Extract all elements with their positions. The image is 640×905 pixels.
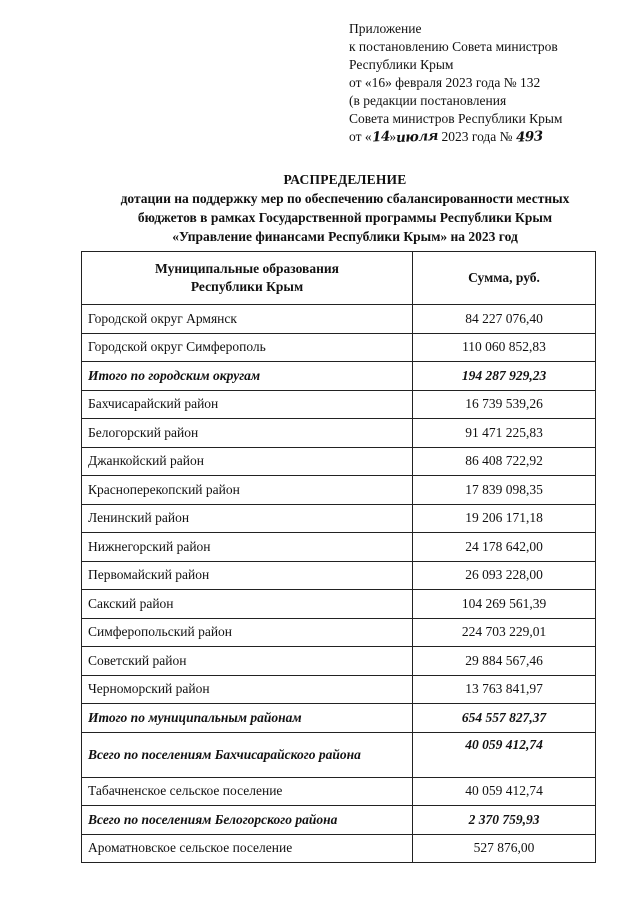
table-row: [82, 447, 596, 476]
appendix-line: (в редакции постановления: [349, 93, 507, 108]
row-name: Бахчисарайский район: [82, 390, 413, 419]
row-amount: 40 059 412,74: [413, 777, 596, 806]
row-name: Нижнегорский район: [82, 533, 413, 562]
appendix-prefix: от «: [349, 129, 372, 144]
handwritten-number: 493: [515, 128, 544, 146]
row-name: Итого по муниципальным районам: [82, 704, 413, 733]
table-row-total: [82, 732, 596, 777]
handwritten-month: июля: [395, 127, 439, 147]
table-row: [82, 618, 596, 647]
row-name: Городской округ Симферополь: [82, 333, 413, 362]
row-amount: 194 287 929,23: [413, 362, 596, 391]
row-amount: 26 093 228,00: [413, 561, 596, 590]
header-municipality: Муниципальные образования Республики Крым: [82, 252, 413, 305]
handwritten-day: 14: [371, 128, 390, 146]
appendix-header: [349, 20, 562, 146]
row-amount: 17 839 098,35: [413, 476, 596, 505]
row-amount: 91 471 225,83: [413, 419, 596, 448]
row-amount: 104 269 561,39: [413, 590, 596, 619]
row-amount: 19 206 171,18: [413, 504, 596, 533]
row-amount: 84 227 076,40: [413, 305, 596, 334]
row-name: Сакский район: [82, 590, 413, 619]
row-amount: 16 739 539,26: [413, 390, 596, 419]
header-amount: Сумма, руб.: [413, 252, 596, 305]
appendix-mid: »: [389, 129, 397, 144]
title-heading: РАСПРЕДЕЛЕНИЕ: [283, 172, 407, 187]
row-name: Ароматновское сельское поселение: [82, 834, 413, 863]
row-name: Всего по поселениям Белогорского района: [82, 806, 413, 835]
table-row: [82, 476, 596, 505]
row-name: Красноперекопский район: [82, 476, 413, 505]
table-row: [82, 533, 596, 562]
table-row: [82, 647, 596, 676]
row-name: Советский район: [82, 647, 413, 676]
title-line: «Управление финансами Республики Крым» на 2023 год: [172, 229, 518, 244]
row-amount: 224 703 229,01: [413, 618, 596, 647]
document-title: [60, 170, 630, 246]
row-name: Ленинский район: [82, 504, 413, 533]
row-amount: 110 060 852,83: [413, 333, 596, 362]
table-row-total: [82, 806, 596, 835]
row-amount: 24 178 642,00: [413, 533, 596, 562]
table-row: [82, 561, 596, 590]
table-row: [82, 419, 596, 448]
table-row-total: [82, 362, 596, 391]
row-name: Джанкойский район: [82, 447, 413, 476]
row-name: Табачненское сельское поселение: [82, 777, 413, 806]
row-amount: 29 884 567,46: [413, 647, 596, 676]
appendix-year: 2023 года №: [438, 129, 516, 144]
table-row: [82, 777, 596, 806]
row-name: Первомайский район: [82, 561, 413, 590]
row-amount: 13 763 841,97: [413, 675, 596, 704]
table-row: [82, 675, 596, 704]
row-name: Итого по городским округам: [82, 362, 413, 391]
distribution-table: [81, 251, 596, 863]
row-amount: 527 876,00: [413, 834, 596, 863]
table-row: [82, 590, 596, 619]
row-name: Всего по поселениям Бахчисарайского района: [82, 732, 413, 777]
appendix-line: Приложение: [349, 21, 422, 36]
row-amount: 2 370 759,93: [413, 806, 596, 835]
row-amount: 654 557 827,37: [413, 704, 596, 733]
row-name: Черноморский район: [82, 675, 413, 704]
row-amount: 40 059 412,74: [413, 732, 596, 777]
title-line: бюджетов в рамках Государственной программы Республики Крым: [137, 210, 553, 225]
appendix-line: к постановлению Совета министров: [349, 39, 558, 54]
title-line: дотации на поддержку мер по обеспечению сбалансированности местных: [120, 191, 570, 206]
table-row: [82, 834, 596, 863]
appendix-line: Совета министров Республики Крым: [349, 111, 563, 126]
row-name: Городской округ Армянск: [82, 305, 413, 334]
table-header-row: [82, 252, 596, 305]
row-amount: 86 408 722,92: [413, 447, 596, 476]
table-row: [82, 390, 596, 419]
appendix-line: от «16» февраля 2023 года № 132: [349, 75, 541, 90]
table-row-total: [82, 704, 596, 733]
table-row: [82, 305, 596, 334]
appendix-line-last: [349, 128, 562, 146]
table-row: [82, 504, 596, 533]
appendix-line: Республики Крым: [349, 57, 454, 72]
row-name: Симферопольский район: [82, 618, 413, 647]
row-name: Белогорский район: [82, 419, 413, 448]
table-row: [82, 333, 596, 362]
